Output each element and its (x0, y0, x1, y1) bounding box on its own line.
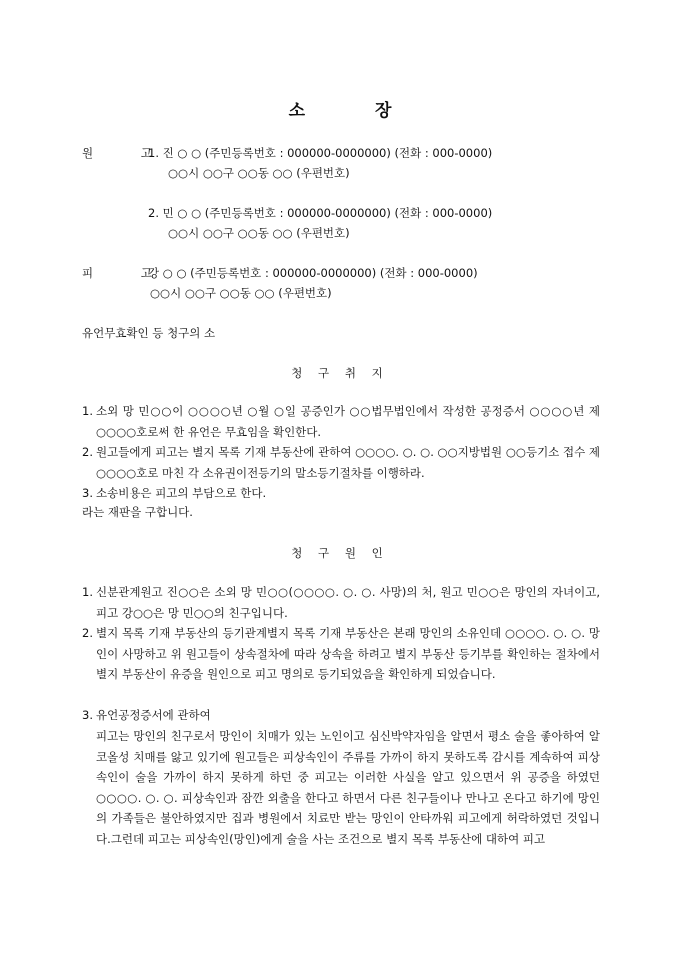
cause-item-1 (82, 582, 600, 624)
cause-heading: 청 구 원 인 (291, 546, 389, 560)
purpose-item-1-num: 1. (82, 404, 93, 418)
purpose-item-2-text: 원고들에게 피고는 별지 목록 기재 부동산에 관하여 ○○○○. ○. ○. ○○지방법원 ○○등기소 접수 제○○○○호로 마친 각 소유권이전등기의 말소등기절차를 이행하라. (96, 445, 600, 480)
document-title (0, 96, 680, 121)
case-name: 유언무효확인 등 청구의 소 (82, 326, 216, 340)
cause-item-3-body: 피고는 망인의 친구로서 망인이 치매가 있는 노인이고 심신박약자임을 알면서 평소 술을 좋아하여 알코올성 치매를 앓고 있기에 원고들은 피상속인이 주류를 가까이 하지 못하도록 감시를 계속하여 피상속인이 술을 가까이 하지 못하게 하던 중 피고는 이러한 사실을 알고 있으면서 위 공증을 하였던 ○○○○. ○. ○. 피상속인과 잠깐 외출을 한다고 하면서 다른 친구들이나 만나고 온다고 하기에 망인의 가족들은 불안하였지만 집과 병원에서 치료만 받는 망인이 안타까워 피고에게 허락하였던 것입니다.그런데 피고는 피상속인(망인)에게 술을 사는 조건으로 별지 목록 부동산에 대하여 피고 (96, 729, 600, 846)
purpose-item-2-num: 2. (82, 445, 93, 459)
title-char-1: 소 (288, 101, 305, 121)
plaintiff-1-info: 1. 진 ○ ○ (주민등록번호 : 000000-0000000) (전화 : 000-0000) (148, 146, 493, 160)
title-char-2: 장 (375, 101, 392, 121)
defendant-info: 강 ○ ○ (주민등록번호 : 000000-0000000) (전화 : 000-0000) (148, 266, 478, 280)
cause-item-3-num: 3. (82, 708, 93, 722)
plaintiff-2-info: 2. 민 ○ ○ (주민등록번호 : 000000-0000000) (전화 : 000-0000) (148, 206, 493, 220)
cause-item-2-text: 별지 목록 기재 부동산의 등기관계별지 목록 기재 부동산은 본래 망인의 소유인데 ○○○○. ○. ○. 망인이 사망하고 위 원고들이 상속절차에 따라 상속을 하려고 별지 부동산 등기부를 확인하는 절차에서 별지 부동산이 유증을 원인으로 피고 명의로 등기되었음을 확인하게 되었습니다. (96, 626, 600, 682)
purpose-item-2 (82, 442, 600, 484)
purpose-item-1 (82, 401, 600, 443)
cause-item-1-text: 신분관계원고 진○○은 소외 망 민○○(○○○○. ○. ○. 사망)의 처, 원고 민○○은 망인의 자녀이고, 피고 강○○은 망 민○○의 친구입니다. (96, 585, 600, 620)
purpose-item-3-num: 3. (82, 486, 93, 500)
cause-item-2 (82, 623, 600, 707)
purpose-closing: 라는 재판을 구합니다. (82, 505, 193, 519)
defendant-label: 피 고 (82, 266, 174, 280)
purpose-item-1-text: 소외 망 민○○이 ○○○○년 ○월 ○일 공증인가 ○○법무법인에서 작성한 공정증서 ○○○○년 제○○○○호로써 한 유언은 무효임을 확인한다. (96, 404, 600, 439)
plaintiff-label: 원 고 (82, 146, 174, 160)
purpose-heading: 청 구 취 지 (291, 366, 389, 380)
plaintiff-2-address: ○○시 ○○구 ○○동 ○○ (우편번호) (168, 226, 350, 240)
purpose-item-3 (82, 483, 600, 504)
plaintiff-1-address: ○○시 ○○구 ○○동 ○○ (우편번호) (168, 166, 350, 180)
cause-item-1-num: 1. (82, 585, 93, 599)
defendant-address: ○○시 ○○구 ○○동 ○○ (우편번호) (150, 286, 332, 300)
purpose-item-3-text: 소송비용은 피고의 부담으로 한다. (96, 486, 267, 500)
cause-item-2-num: 2. (82, 626, 93, 640)
cause-item-3 (82, 705, 600, 726)
cause-item-3-text: 유언공정증서에 관하여 (96, 708, 211, 722)
